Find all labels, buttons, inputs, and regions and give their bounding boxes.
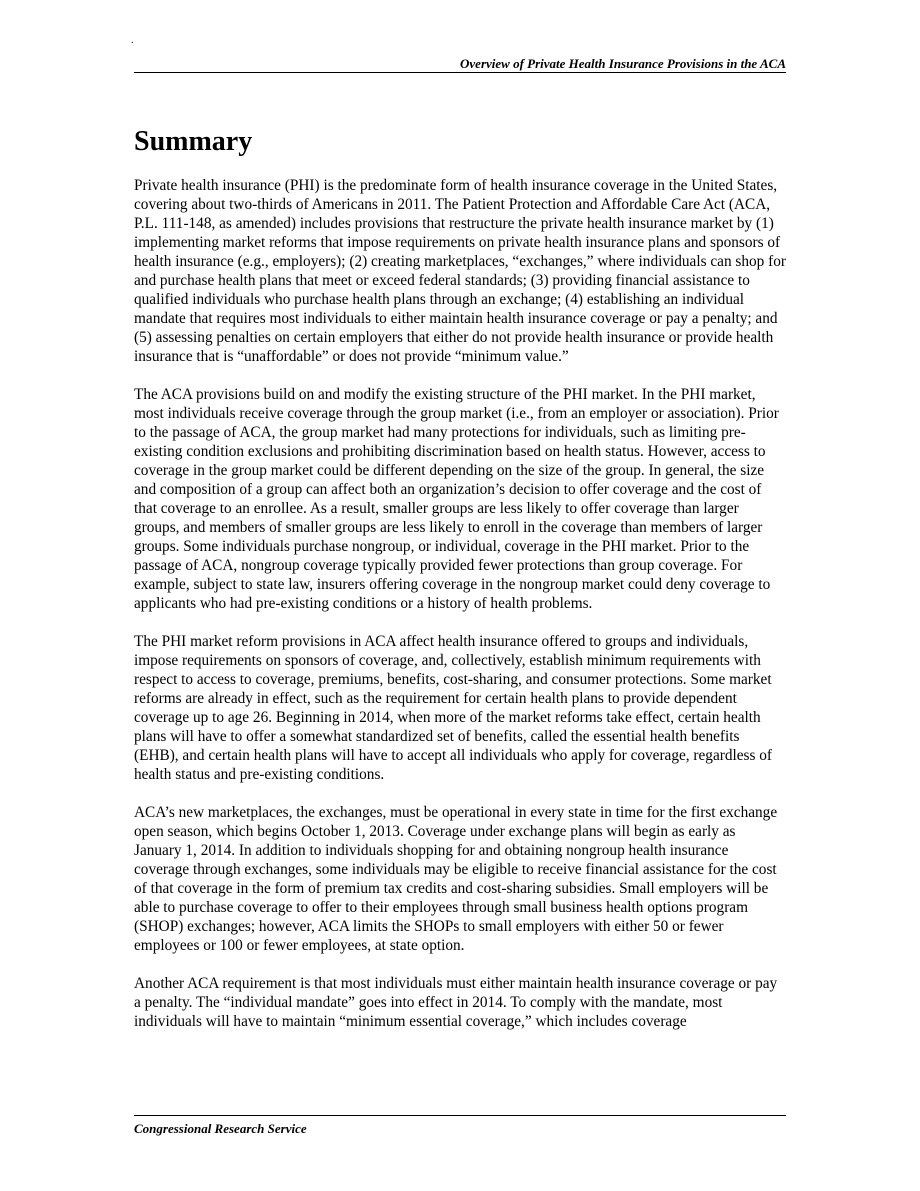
paragraph-3: The PHI market reform provisions in ACA affect health insurance offered to groups and individuals, impose requirements on sponsors of coverage, and, collectively, establish minimum requirements with respect to access to coverage, premiums, benefits, cost-sharing, and consumer protections. Some market reforms are already in effect, such as the requirement for certain health plans to provide dependent coverage up to age 26. Beginning in 2014, when more of the market reforms take effect, certain health plans will have to offer a somewhat standardized set of benefits, called the essential health benefits (EHB), and certain health plans will have to accept all individuals who apply for coverage, regardless of health status and pre-existing conditions. [134,633,772,783]
running-header: Overview of Private Health Insurance Provisions in the ACA [460,56,786,71]
paragraph-5: Another ACA requirement is that most individuals must either maintain health insurance coverage or pay a penalty. The “individual mandate” goes into effect in 2014. To comply with the mandate, most individuals will have to maintain “minimum essential coverage,” which includes coverage [134,975,778,1030]
paragraph-4: ACA’s new marketplaces, the exchanges, must be operational in every state in time for the first exchange open season, which begins October 1, 2013. Coverage under exchange plans will begin as early as January 1, 2014. In addition to individuals shopping for and obtaining nongroup health insurance coverage through exchanges, some individuals may be eligible to receive financial assistance for the cost of that coverage in the form of premium tax credits and cost-sharing subsidies. Small employers will be able to purchase coverage to offer to their employees through small business health options program (SHOP) exchanges; however, ACA limits the SHOPs to small employers with either 50 or fewer employees or 100 or fewer employees, at state option. [134,804,778,954]
paragraph-1: Private health insurance (PHI) is the predominate form of health insurance coverage in the United States, covering about two-thirds of Americans in 2011. The Patient Protection and Affordable Care Act (ACA, P.L. 111-148, as amended) includes provisions that restructure the private health insurance market by (1) implementing market reforms that impose requirements on private health insurance plans and sponsors of health insurance (e.g., employers); (2) creating marketplaces, “exchanges,” where individuals can shop for and purchase health plans that meet or exceed federal standards; (3) providing financial assistance to qualified individuals who purchase health plans through an exchange; (4) establishing an individual mandate that requires most individuals to either maintain health insurance coverage or pay a penalty; and (5) assessing penalties on certain employers that either do not provide health insurance or provide health insurance that is “unaffordable” or does not provide “minimum value.” [134,177,786,365]
header-rule [134,72,786,73]
footer-rule [134,1115,786,1116]
footer-publisher: Congressional Research Service [134,1121,307,1136]
section-title: Summary [134,126,253,157]
paragraph-2: The ACA provisions build on and modify the existing structure of the PHI market. In the PHI market, most individuals receive coverage through the group market (i.e., from an employer or association). Prior to the passage of ACA, the group market had many protections for individuals, such as limiting pre-existing condition exclusions and prohibiting discrimination based on health status. However, access to coverage in the group market could be different depending on the size of the group. In general, the size and composition of a group can affect both an organization’s decision to offer coverage and the cost of that coverage to an enrollee. As a result, smaller groups are less likely to offer coverage than larger groups, and members of smaller groups are less likely to enroll in the coverage than members of larger groups. Some individuals purchase nongroup, or individual, coverage in the PHI market. Prior to the passage of ACA, nongroup coverage typically provided fewer protections than group coverage. For example, subject to state law, insurers offering coverage in the nongroup market could deny coverage to applicants who had pre-existing conditions or a history of health problems. [134,386,779,612]
stray-mark: . [131,35,134,46]
body-text [134,176,786,1050]
